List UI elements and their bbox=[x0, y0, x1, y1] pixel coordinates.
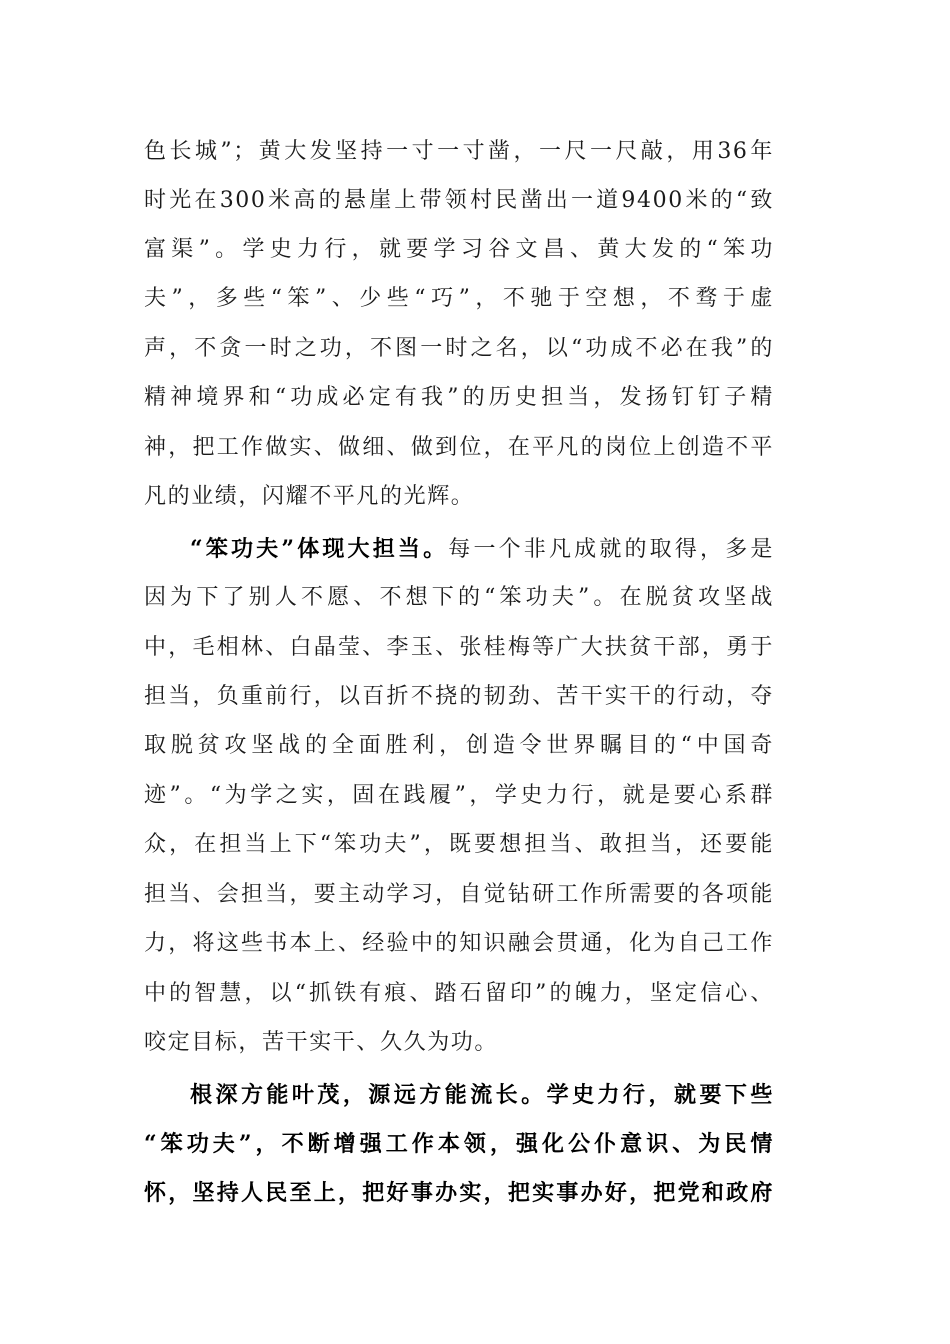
paragraph-line bbox=[144, 976, 774, 1012]
paragraph-first-line bbox=[190, 531, 774, 567]
text-segment: 声，不贪一时之功，不图一时之名，以“功成不必在我”的 bbox=[144, 336, 774, 361]
text-segment: 色长城”；黄大发坚持一寸一寸凿，一尺一尺敲，用36年 bbox=[144, 139, 774, 164]
text-segment: 中，毛相林、白晶莹、李玉、张桂梅等广大扶贫干部，勇于 bbox=[144, 635, 774, 660]
paragraph-line bbox=[144, 679, 774, 715]
text-segment: 因为下了别人不愿、不想下的“笨功夫”。在脱贫攻坚战 bbox=[144, 585, 774, 610]
paragraph-line bbox=[144, 827, 774, 863]
paragraph-line bbox=[144, 281, 774, 317]
paragraph-line bbox=[144, 580, 774, 616]
text-segment: 咬定目标，苦干实干、久久为功。 bbox=[144, 1030, 499, 1055]
paragraph-first-line bbox=[190, 1077, 774, 1113]
paragraph-line bbox=[144, 1126, 774, 1162]
text-segment: 众，在担当上下“笨功夫”，既要想担当、敢担当，还要能 bbox=[144, 832, 774, 857]
text-segment: 力，将这些书本上、经验中的知识融会贯通，化为自己工作 bbox=[144, 931, 774, 956]
text-segment: 富渠”。学史力行，就要学习谷文昌、黄大发的“笨功 bbox=[144, 237, 774, 262]
text-segment-bold: “笨功夫”，不断增强工作本领，强化公仆意识、为民情 bbox=[144, 1131, 774, 1157]
paragraph-line bbox=[144, 728, 774, 764]
text-segment: 时光在300米高的悬崖上带领村民凿出一道9400米的“致 bbox=[144, 188, 774, 213]
paragraph-line bbox=[144, 926, 774, 962]
text-segment: 迹”。“为学之实，固在践履”，学史力行，就是要心系群 bbox=[144, 783, 774, 808]
paragraph-line bbox=[144, 380, 774, 416]
paragraph-line bbox=[144, 1025, 774, 1061]
paragraph-line bbox=[144, 134, 774, 170]
text-segment: 担当、会担当，要主动学习，自觉钻研工作所需要的各项能 bbox=[144, 882, 774, 907]
paragraph-line bbox=[144, 479, 774, 515]
paragraph-line bbox=[144, 1175, 774, 1211]
text-segment: 中的智慧，以“抓铁有痕、踏石留印”的魄力，坚定信心、 bbox=[144, 981, 774, 1006]
text-segment: 夫”，多些“笨”、少些“巧”，不驰于空想，不骛于虚 bbox=[144, 286, 774, 311]
text-segment: 取脱贫攻坚战的全面胜利，创造令世界瞩目的“中国奇 bbox=[144, 733, 774, 758]
paragraph-line bbox=[144, 183, 774, 219]
paragraph-line bbox=[144, 232, 774, 268]
paragraph-line bbox=[144, 430, 774, 466]
text-segment: 凡的业绩，闪耀不平凡的光辉。 bbox=[144, 484, 475, 509]
text-segment: 精神境界和“功成必定有我”的历史担当，发扬钉钉子精 bbox=[144, 385, 774, 410]
text-segment-bold: 根深方能叶茂，源远方能流长。学史力行，就要下些 bbox=[190, 1082, 774, 1108]
text-segment-bold: 怀，坚持人民至上，把好事办实，把实事办好，把党和政府 bbox=[144, 1180, 774, 1206]
paragraph-line bbox=[144, 630, 774, 666]
paragraph-line bbox=[144, 331, 774, 367]
paragraph-line bbox=[144, 877, 774, 913]
paragraph-heading: “笨功夫”体现大担当。 bbox=[190, 536, 449, 562]
text-segment: 神，把工作做实、做细、做到位，在平凡的岗位上创造不平 bbox=[144, 435, 774, 460]
paragraph-line bbox=[144, 778, 774, 814]
text-segment: 每一个非凡成就的取得，多是 bbox=[448, 537, 774, 562]
text-segment: 担当，负重前行，以百折不挠的韧劲、苦干实干的行动，夺 bbox=[144, 684, 774, 709]
